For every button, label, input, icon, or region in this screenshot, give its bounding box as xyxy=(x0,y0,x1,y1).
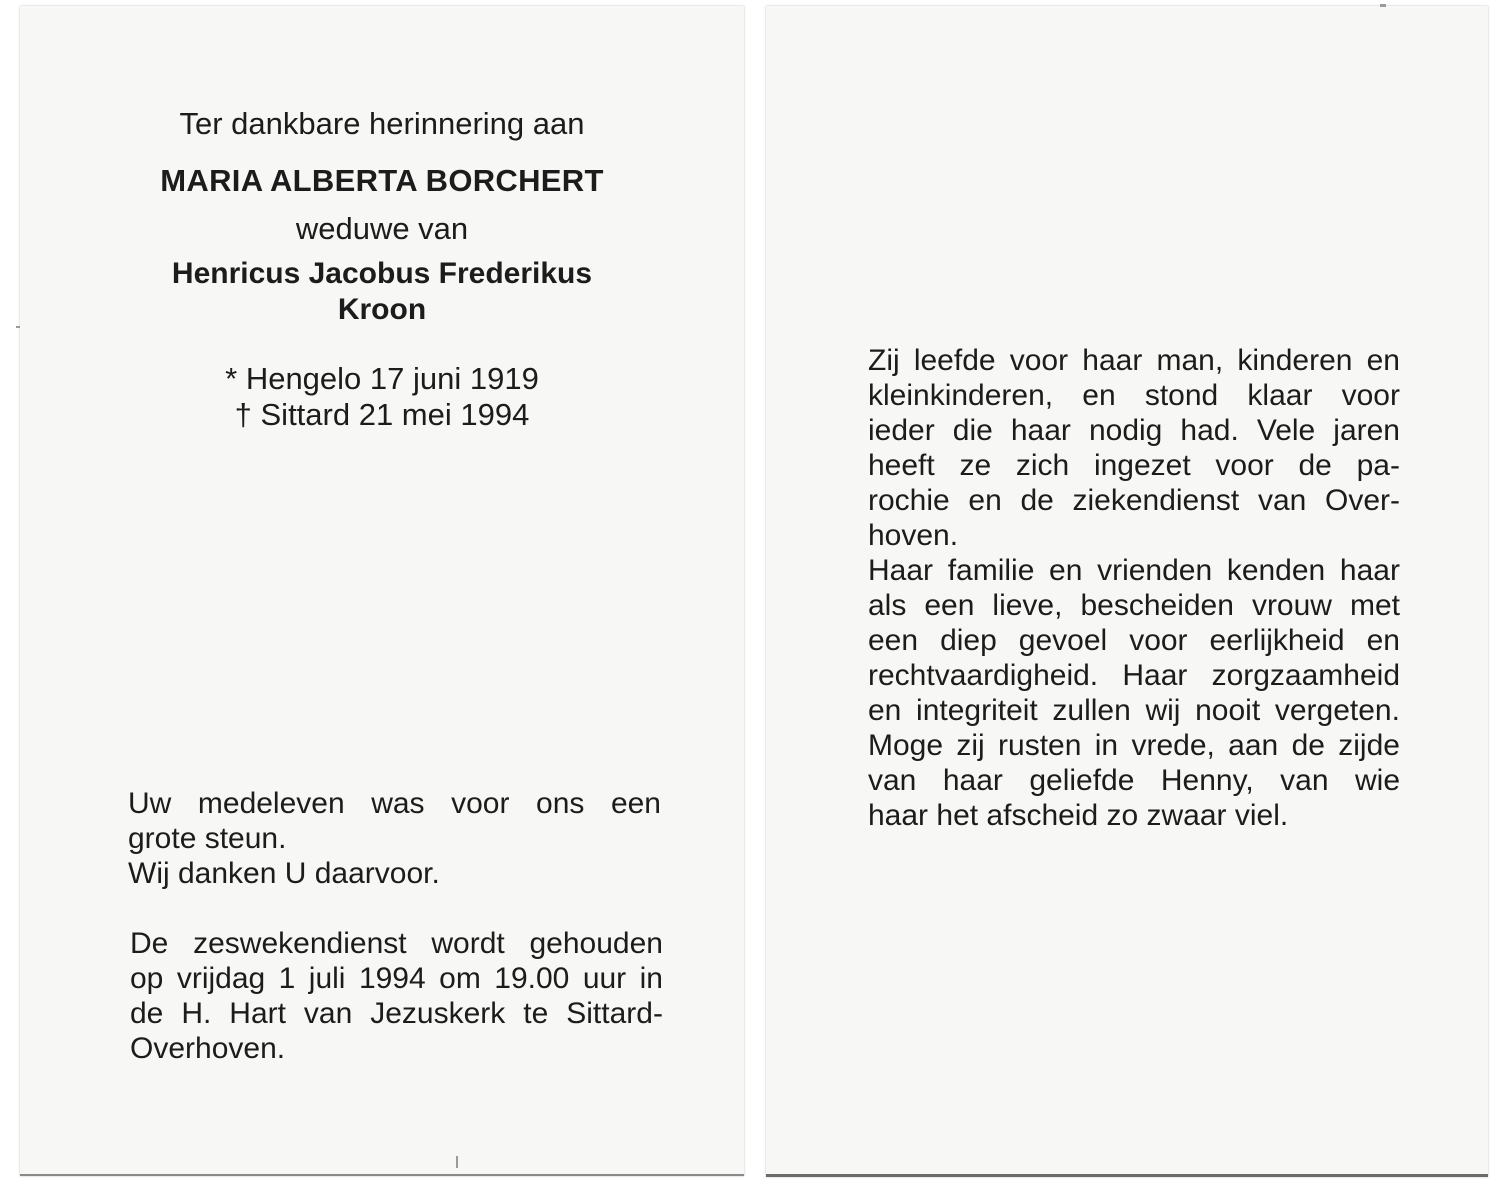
text-word: Haar xyxy=(868,554,934,587)
scan-speck xyxy=(16,326,20,328)
text-word: 1994 xyxy=(358,962,426,995)
text-line: haar het afscheid zo zwaar viel. xyxy=(868,799,1289,832)
text-word: man, xyxy=(1156,344,1224,377)
text-word: de xyxy=(1291,729,1325,762)
text-word: gehouden xyxy=(529,927,663,960)
text-word: voor xyxy=(1009,344,1069,377)
text-line: Wij danken U daarvoor. xyxy=(128,857,440,890)
text-word: van xyxy=(1280,764,1329,797)
text-line xyxy=(130,961,663,996)
text-line xyxy=(868,693,1400,728)
text-word: Sittard- xyxy=(566,997,663,1030)
text-line xyxy=(868,448,1400,483)
text-word: vrijdag xyxy=(176,962,266,995)
text-word: haar xyxy=(1082,344,1143,377)
text-word: en xyxy=(868,694,902,727)
deceased-name: MARIA ALBERTA BORCHERT xyxy=(160,163,604,198)
text-line xyxy=(868,378,1400,413)
text-word: aan xyxy=(1228,729,1279,762)
text-word: wij xyxy=(1145,694,1181,727)
text-word: uur xyxy=(582,962,627,995)
text-word: rechtvaardigheid. xyxy=(868,659,1099,692)
text-word: lieve, xyxy=(992,589,1063,622)
text-line xyxy=(130,926,663,961)
text-word: in xyxy=(1094,729,1119,762)
text-word: ingezet xyxy=(1093,449,1191,482)
text-word: geliefde xyxy=(1029,764,1135,797)
text-line: Overhoven. xyxy=(130,1032,286,1065)
text-word: H. xyxy=(181,997,212,1030)
text-word: de xyxy=(130,997,164,1030)
text-word: ons xyxy=(536,787,585,820)
text-word: pa- xyxy=(1356,449,1400,482)
text-word: haar xyxy=(1010,414,1071,447)
text-word: juli xyxy=(308,962,346,995)
text-word: medeleven xyxy=(197,787,345,820)
text-word: zijde xyxy=(1338,729,1400,762)
text-word: van xyxy=(303,997,353,1030)
text-line xyxy=(868,553,1400,588)
spouse-name-line2: Kroon xyxy=(337,293,427,326)
text-word: klaar xyxy=(1247,379,1313,412)
text-word: rochie xyxy=(868,484,950,517)
text-word: te xyxy=(523,997,549,1030)
text-word: kinderen xyxy=(1237,344,1353,377)
text-word: Haar xyxy=(1122,659,1188,692)
text-word: die xyxy=(952,414,993,447)
text-word: diep xyxy=(940,624,997,657)
text-word: heeft xyxy=(868,449,935,482)
text-word: gevoel xyxy=(1018,624,1108,657)
text-word: jaren xyxy=(1333,414,1400,447)
text-line xyxy=(868,483,1400,518)
text-word: een xyxy=(610,787,661,820)
thanks-paragraph xyxy=(128,786,661,891)
text-word: vergeten. xyxy=(1274,694,1400,727)
relation-text: weduwe van xyxy=(295,211,469,246)
text-word: en xyxy=(1366,624,1400,657)
text-word: van xyxy=(868,764,917,797)
text-word: met xyxy=(1349,589,1400,622)
text-word: zeswekendienst xyxy=(193,927,407,960)
text-line xyxy=(130,996,663,1031)
text-line xyxy=(868,623,1400,658)
text-word: rusten xyxy=(998,729,1082,762)
text-word: zorgzaamheid xyxy=(1211,659,1400,692)
text-word: ziekendienst xyxy=(1072,484,1240,517)
text-word: voor xyxy=(1129,624,1188,657)
life-dates xyxy=(20,361,744,433)
death-date: † Sittard 21 mei 1994 xyxy=(234,397,530,432)
text-word: eerlijkheid xyxy=(1209,624,1345,657)
text-word: voor xyxy=(1341,379,1400,412)
text-word: voor xyxy=(1215,449,1274,482)
text-word: haar xyxy=(942,764,1003,797)
text-line xyxy=(868,413,1400,448)
text-word: vrienden xyxy=(1097,554,1213,587)
text-word: 1 xyxy=(278,962,296,995)
text-word: een xyxy=(868,624,919,657)
tribute-paragraph xyxy=(868,343,1400,833)
text-word: zich xyxy=(1015,449,1070,482)
text-word: 19.00 xyxy=(494,962,570,995)
text-word: Zij xyxy=(868,344,900,377)
text-word: Over- xyxy=(1324,484,1400,517)
text-word: Jezuskerk xyxy=(370,997,506,1030)
text-line xyxy=(868,763,1400,798)
text-word: zij xyxy=(956,729,985,762)
text-line: hoven. xyxy=(868,519,959,552)
text-line xyxy=(868,343,1400,378)
text-word: ze xyxy=(959,449,992,482)
text-word: Moge xyxy=(868,729,944,762)
left-card-page xyxy=(20,6,744,1176)
text-word: als xyxy=(868,589,907,622)
spouse-name-line1: Henricus Jacobus Frederikus xyxy=(171,257,593,290)
text-word: haar xyxy=(1339,554,1400,587)
scan-speck xyxy=(456,1156,458,1168)
text-word: de xyxy=(1298,449,1332,482)
text-word: Vele xyxy=(1256,414,1316,447)
text-word: ieder xyxy=(868,414,935,447)
text-word: was xyxy=(371,787,425,820)
text-word: en xyxy=(1366,344,1400,377)
text-word: wordt xyxy=(431,927,505,960)
text-line: grote steun. xyxy=(128,822,287,855)
text-word: familie xyxy=(947,554,1035,587)
text-word: en xyxy=(968,484,1002,517)
text-line xyxy=(128,786,661,821)
text-word: op xyxy=(130,962,164,995)
text-word: vrouw xyxy=(1251,589,1332,622)
text-word: om xyxy=(439,962,481,995)
text-word: kleinkinderen, xyxy=(868,379,1054,412)
text-word: integriteit xyxy=(916,694,1038,727)
text-word: Henny, xyxy=(1160,764,1254,797)
text-word: wie xyxy=(1354,764,1400,797)
text-word: leefde xyxy=(913,344,996,377)
text-word: De xyxy=(130,927,169,960)
text-word: een xyxy=(924,589,975,622)
text-line xyxy=(868,588,1400,623)
service-paragraph xyxy=(130,926,663,1066)
text-word: van xyxy=(1257,484,1307,517)
text-line xyxy=(868,728,1400,763)
birth-date: * Hengelo 17 juni 1919 xyxy=(225,361,539,396)
text-word: vrede, xyxy=(1131,729,1215,762)
text-word: nodig xyxy=(1088,414,1163,447)
spouse-name xyxy=(20,256,744,328)
text-word: bescheiden xyxy=(1080,589,1234,622)
text-word: Uw xyxy=(128,787,172,820)
text-word: kenden xyxy=(1226,554,1326,587)
text-word: nooit xyxy=(1195,694,1261,727)
scan-speck xyxy=(1380,4,1386,7)
text-word: zullen xyxy=(1052,694,1131,727)
dedication-intro: Ter dankbare herinnering aan xyxy=(179,106,585,141)
text-line xyxy=(868,658,1400,693)
text-word: Hart xyxy=(229,997,286,1030)
text-word: voor xyxy=(451,787,510,820)
text-word: en xyxy=(1049,554,1083,587)
text-word: en xyxy=(1082,379,1116,412)
text-word: stond xyxy=(1144,379,1219,412)
text-word: in xyxy=(639,962,663,995)
text-word: had. xyxy=(1180,414,1239,447)
right-card-page xyxy=(766,6,1488,1177)
text-word: de xyxy=(1020,484,1054,517)
